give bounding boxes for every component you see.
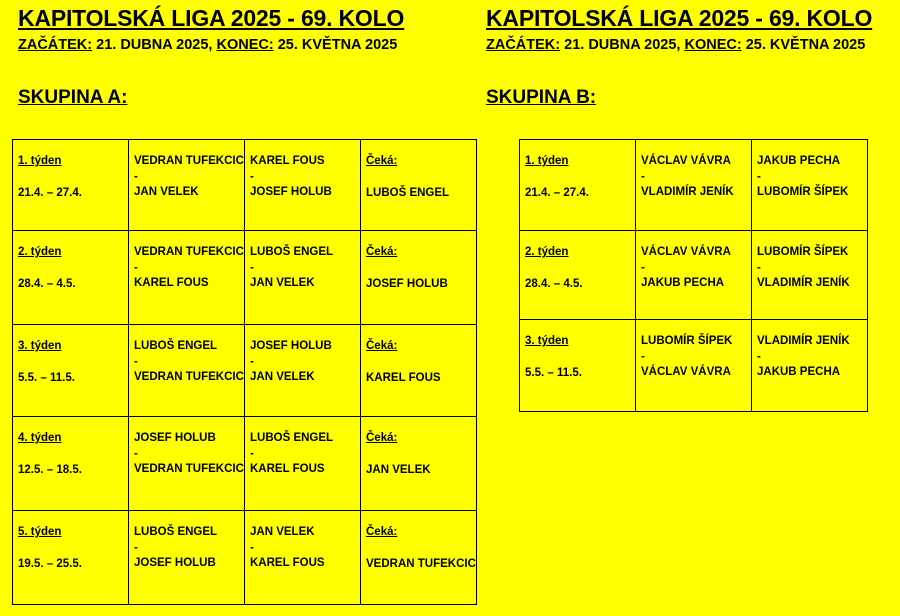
match-cell xyxy=(245,417,361,511)
left-date-line xyxy=(18,37,397,53)
right-end-value: 25. KVĚTNA 2025 xyxy=(741,37,866,53)
player-away: VEDRAN TUFEKCIC xyxy=(134,463,244,475)
match-cell xyxy=(636,320,752,412)
player-away: JAN VELEK xyxy=(250,371,315,383)
player-home: JOSEF HOLUB xyxy=(134,432,216,444)
player-away: JOSEF HOLUB xyxy=(134,557,216,569)
waiting-player: LUBOŠ ENGEL xyxy=(366,186,450,199)
versus-dash: - xyxy=(641,170,645,183)
versus-dash: - xyxy=(757,261,761,274)
waiting-label: Čeká: xyxy=(366,432,398,444)
waiting-label: Čeká: xyxy=(366,340,398,352)
week-cell xyxy=(13,325,129,417)
waiting-player: JAN VELEK xyxy=(366,463,431,476)
player-home: JOSEF HOLUB xyxy=(250,340,332,352)
waiting-cell xyxy=(361,325,477,417)
week-cell xyxy=(13,511,129,605)
player-away: KAREL FOUS xyxy=(250,463,325,475)
week-range: 12.5. – 18.5. xyxy=(18,463,82,476)
match-cell xyxy=(245,325,361,417)
waiting-player: VEDRAN TUFEKCIC xyxy=(366,557,476,570)
week-range: 19.5. – 25.5. xyxy=(18,557,82,570)
match-cell xyxy=(245,140,361,231)
player-away: JAN VELEK xyxy=(250,277,315,289)
match-cell xyxy=(245,231,361,325)
left-group-title: SKUPINA A: xyxy=(18,87,128,108)
versus-dash: - xyxy=(134,447,138,460)
player-home: LUBOŠ ENGEL xyxy=(250,432,334,444)
week-cell xyxy=(13,140,129,231)
week-range: 21.4. – 27.4. xyxy=(18,186,82,199)
week-range: 28.4. – 4.5. xyxy=(525,277,583,290)
table-row xyxy=(13,511,477,605)
week-label: 5. týden xyxy=(18,526,62,538)
waiting-player: KAREL FOUS xyxy=(366,371,441,384)
waiting-cell xyxy=(361,417,477,511)
week-label: 3. týden xyxy=(525,335,569,347)
player-home: LUBOŠ ENGEL xyxy=(134,340,218,352)
week-cell xyxy=(520,140,636,231)
player-home: VEDRAN TUFEKCIC xyxy=(134,246,244,258)
week-label: 2. týden xyxy=(18,246,62,258)
right-start-label: ZAČÁTEK: xyxy=(486,37,561,53)
table-row xyxy=(13,140,477,231)
player-home: JAN VELEK xyxy=(250,526,315,538)
week-label: 4. týden xyxy=(18,432,62,444)
player-home: VLADIMÍR JENÍK xyxy=(757,335,850,347)
waiting-label: Čeká: xyxy=(366,155,398,167)
week-cell xyxy=(13,417,129,511)
versus-dash: - xyxy=(134,541,138,554)
player-home: VÁCLAV VÁVRA xyxy=(641,155,731,167)
match-cell xyxy=(752,320,868,412)
versus-dash: - xyxy=(134,261,138,274)
week-label: 1. týden xyxy=(18,155,62,167)
versus-dash: - xyxy=(757,350,761,363)
player-away: VÁCLAV VÁVRA xyxy=(641,366,731,378)
waiting-label: Čeká: xyxy=(366,246,398,258)
match-cell xyxy=(129,511,245,605)
week-cell xyxy=(520,231,636,320)
versus-dash: - xyxy=(134,170,138,183)
versus-dash: - xyxy=(250,447,254,460)
week-range: 5.5. – 11.5. xyxy=(525,366,582,379)
waiting-cell xyxy=(361,511,477,605)
player-away: KAREL FOUS xyxy=(250,557,325,569)
player-home: JAKUB PECHA xyxy=(757,155,841,167)
waiting-cell xyxy=(361,140,477,231)
versus-dash: - xyxy=(250,541,254,554)
player-away: LUBOMÍR ŠÍPEK xyxy=(757,186,849,198)
right-group-title: SKUPINA B: xyxy=(486,87,597,108)
week-cell xyxy=(13,231,129,325)
player-away: JAKUB PECHA xyxy=(641,277,725,289)
table-row xyxy=(520,140,868,231)
match-cell xyxy=(129,140,245,231)
waiting-player: JOSEF HOLUB xyxy=(366,277,448,290)
group-a-schedule-table xyxy=(12,139,477,605)
week-label: 1. týden xyxy=(525,155,569,167)
right-end-label: KONEC: xyxy=(684,37,742,53)
player-home: KAREL FOUS xyxy=(250,155,325,167)
week-range: 28.4. – 4.5. xyxy=(18,277,76,290)
week-cell xyxy=(520,320,636,412)
match-cell xyxy=(636,231,752,320)
versus-dash: - xyxy=(757,170,761,183)
table-row xyxy=(13,325,477,417)
right-title: KAPITOLSKÁ LIGA 2025 - 69. KOLO xyxy=(486,5,873,31)
versus-dash: - xyxy=(134,355,138,368)
versus-dash: - xyxy=(641,350,645,363)
match-cell xyxy=(129,417,245,511)
week-range: 21.4. – 27.4. xyxy=(525,186,589,199)
week-label: 3. týden xyxy=(18,340,62,352)
match-cell xyxy=(129,325,245,417)
player-home: LUBOŠ ENGEL xyxy=(250,246,334,258)
week-range: 5.5. – 11.5. xyxy=(18,371,75,384)
versus-dash: - xyxy=(250,261,254,274)
week-label: 2. týden xyxy=(525,246,569,258)
player-away: JOSEF HOLUB xyxy=(250,186,332,198)
left-start-value: 21. DUBNA 2025, xyxy=(92,37,217,53)
player-away: VEDRAN TUFEKCIC xyxy=(134,371,244,383)
left-title: KAPITOLSKÁ LIGA 2025 - 69. KOLO xyxy=(18,5,405,31)
table-row xyxy=(520,231,868,320)
right-start-value: 21. DUBNA 2025, xyxy=(560,37,685,53)
left-end-label: KONEC: xyxy=(216,37,274,53)
player-away: KAREL FOUS xyxy=(134,277,209,289)
left-end-value: 25. KVĚTNA 2025 xyxy=(273,37,398,53)
player-home: LUBOMÍR ŠÍPEK xyxy=(757,246,849,258)
versus-dash: - xyxy=(250,170,254,183)
waiting-cell xyxy=(361,231,477,325)
match-cell xyxy=(129,231,245,325)
left-start-label: ZAČÁTEK: xyxy=(18,37,93,53)
table-row xyxy=(13,417,477,511)
table-row xyxy=(520,320,868,412)
player-away: JAKUB PECHA xyxy=(757,366,841,378)
match-cell xyxy=(752,140,868,231)
player-away: JAN VELEK xyxy=(134,186,199,198)
player-away: VLADIMÍR JENÍK xyxy=(757,277,850,289)
versus-dash: - xyxy=(641,261,645,274)
player-away: VLADIMÍR JENÍK xyxy=(641,186,734,198)
match-cell xyxy=(752,231,868,320)
player-home: LUBOMÍR ŠÍPEK xyxy=(641,335,733,347)
table-row xyxy=(13,231,477,325)
player-home: LUBOŠ ENGEL xyxy=(134,526,218,538)
waiting-label: Čeká: xyxy=(366,526,398,538)
match-cell xyxy=(636,140,752,231)
match-cell xyxy=(245,511,361,605)
player-home: VÁCLAV VÁVRA xyxy=(641,246,731,258)
player-home: VEDRAN TUFEKCIC xyxy=(134,155,244,167)
versus-dash: - xyxy=(250,355,254,368)
right-date-line xyxy=(486,37,865,53)
group-b-schedule-table xyxy=(519,139,868,412)
